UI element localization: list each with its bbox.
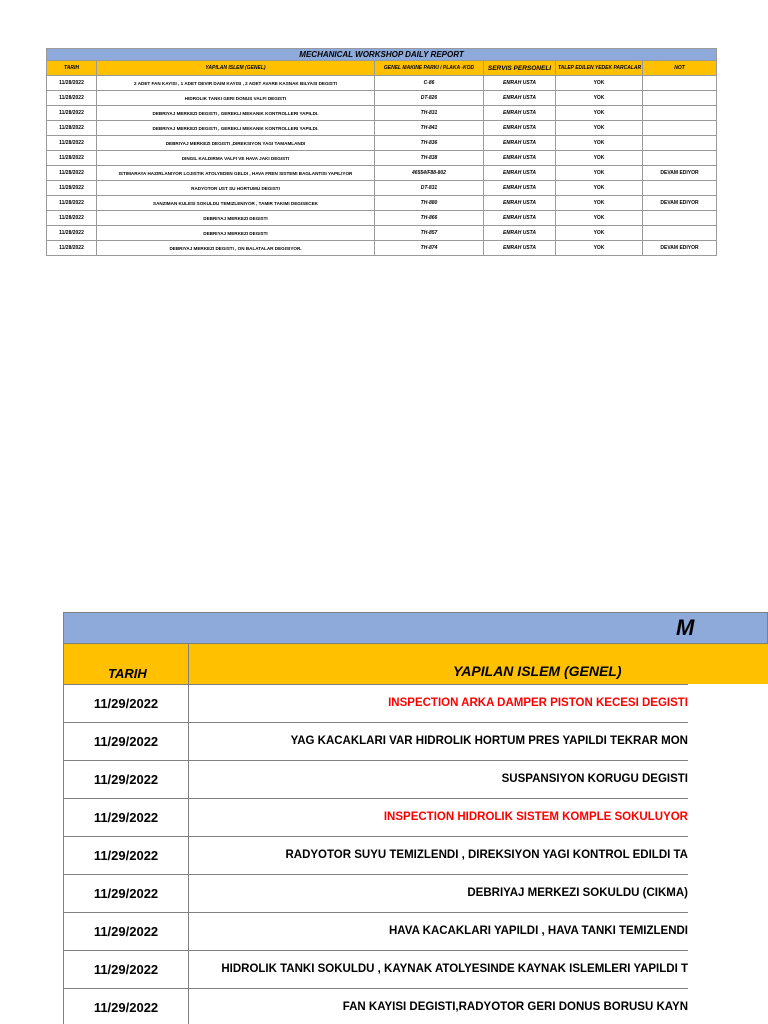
table-row [47,76,717,91]
table-row [47,181,717,196]
row-description: DEBRIYAJ MERKEZI DEGISTI ,DIREKSIYON YAGI TAMAMLANDI [97,136,375,151]
row-description: HIDROLIK TANKI GERI DONUS VALFI DEGISTI [97,91,375,106]
row-parts: YOK [556,241,643,256]
table-row [63,685,688,723]
row-staff: EMRAH USTA [484,241,556,256]
row-parts: YOK [556,136,643,151]
row-description: DEBRIYAJ MERKEZI DEGISTI [97,226,375,241]
row-date: 11/28/2022 [47,196,97,211]
table-row [63,875,688,913]
row-staff: EMRAH USTA [484,106,556,121]
row-parts: YOK [556,211,643,226]
row-description: DEBRIYAJ MERKEZI DEGISTI , GEREKLI MEKANIK KONTROLLERI YAPILDI. [97,121,375,136]
table-row [63,837,688,875]
row-description: 2 ADET FAN KAYISI , 1 ADET DEVIR DAIM KAYISI , 2 ADET AVARE KASNAK BILYASI DEGISTI [97,76,375,91]
row-note [643,76,717,91]
row-machine-code: TH-866 [375,211,484,226]
row-machine-code: C-86 [375,76,484,91]
table-row [47,136,717,151]
row-note: DEVAM EDIYOR [643,241,717,256]
row-note [643,181,717,196]
table-row [63,913,688,951]
row-machine-code: TH-831 [375,106,484,121]
row-note: DEVAM EDIYOR [643,196,717,211]
header-parca: TALEP EDILEN YEDEK PARCALAR [556,61,643,76]
table-row [63,761,688,799]
row-staff: EMRAH USTA [484,226,556,241]
row-note [643,91,717,106]
row-note [643,151,717,166]
table-row [47,196,717,211]
row-staff: EMRAH USTA [484,196,556,211]
row-date: 11/29/2022 [63,761,189,798]
report-2-header-row [63,644,768,684]
header-tarih: TARIH [47,61,97,76]
report-table-2 [63,612,768,1024]
report-title-row [47,49,717,61]
report-table-1 [46,48,717,256]
row-description: INSPECTION ARKA DAMPER PISTON KECESI DEGISTI [388,697,688,709]
row-staff: EMRAH USTA [484,181,556,196]
row-date: 11/28/2022 [47,106,97,121]
row-date: 11/29/2022 [63,951,189,988]
row-staff: EMRAH USTA [484,136,556,151]
row-description: DEBRIYAJ MERKEZI DEGISTI , ON BALATALAR DEGISIYOR. [97,241,375,256]
row-date: 11/28/2022 [47,121,97,136]
row-parts: YOK [556,226,643,241]
row-staff: EMRAH USTA [484,211,556,226]
report-1-body [47,76,717,256]
table-row [47,241,717,256]
table-row [47,121,717,136]
row-parts: YOK [556,181,643,196]
report-2-header-tarih-cell [63,644,189,684]
row-date: 11/29/2022 [63,723,189,760]
row-machine-code: TH-857 [375,226,484,241]
row-staff: EMRAH USTA [484,121,556,136]
table-row [63,989,688,1024]
table-row [63,799,688,837]
row-description: RADYOTOR UST SU HORTUMU DEGISTI [97,181,375,196]
row-description: SANZIMAN KULESI SOKULDU TEMIZLENIYOR , TAMIR TAKIMI DEGISECEK [97,196,375,211]
row-staff: EMRAH USTA [484,91,556,106]
row-description: DEBRIYAJ MERKEZI SOKULDU (CIKMA) [467,887,688,899]
table-row [63,723,688,761]
row-description: DEBRIYAJ MERKEZI DEGISTI [97,211,375,226]
row-description: YAG KACAKLARI VAR HIDROLIK HORTUM PRES YAPILDI TEKRAR MON [290,735,688,747]
table-row [47,151,717,166]
header-personel: SERVIS PERSONELI [484,61,556,76]
row-note [643,136,717,151]
header-islem: YAPILAN ISLEM (GENEL) [97,61,375,76]
table-row [47,106,717,121]
row-date: 11/29/2022 [63,913,189,950]
row-machine-code: DT-826 [375,91,484,106]
table-row [63,951,688,989]
row-staff: EMRAH USTA [484,151,556,166]
row-note: DEVAM EDIYOR [643,166,717,181]
report-2-header-islem: YAPILAN ISLEM (GENEL) [453,663,622,679]
row-machine-code: TH-838 [375,151,484,166]
row-date: 11/29/2022 [63,799,189,836]
row-description: FAN KAYISI DEGISTI,RADYOTOR GERI DONUS BORUSU KAYN [342,1001,688,1013]
header-makine: GENEL MAKINE PARKI / PLAKA -KOD [375,61,484,76]
report-title: MECHANICAL WORKSHOP DAILY REPORT [47,49,717,61]
row-date: 11/29/2022 [63,685,189,722]
row-description: HIDROLIK TANKI SOKULDU , KAYNAK ATOLYESINDE KAYNAK ISLEMLERI YAPILDI T [221,963,688,975]
report-2-title: M [676,615,695,640]
row-machine-code: TH-880 [375,196,484,211]
table-row [47,211,717,226]
row-note [643,121,717,136]
row-staff: EMRAH USTA [484,166,556,181]
row-date: 11/28/2022 [47,166,97,181]
row-description: INSPECTION HIDROLIK SISTEM KOMPLE SOKULUYOR [383,811,688,823]
row-description: ISTIMARAYA HAZIRLANIYOR LOJISTIK ATOLYEDEN GELDI , HAVA FREN SISTEMI BAGLANTISI YAPILIYOR [97,166,375,181]
header-not: NOT [643,61,717,76]
row-date: 11/28/2022 [47,211,97,226]
row-note [643,226,717,241]
report-2-title-bar [63,612,768,644]
row-date: 11/29/2022 [63,837,189,874]
row-description: RADYOTOR SUYU TEMIZLENDI , DIREKSIYON YAGI KONTROL EDILDI TA [285,849,688,861]
row-date: 11/29/2022 [63,875,189,912]
row-machine-code: TH-874 [375,241,484,256]
row-parts: YOK [556,121,643,136]
row-machine-code: DT-831 [375,181,484,196]
row-machine-code: TH-841 [375,121,484,136]
row-parts: YOK [556,76,643,91]
table-row [47,91,717,106]
row-parts: YOK [556,91,643,106]
row-parts: YOK [556,151,643,166]
report-2-header-tarih: TARIH [108,666,147,681]
row-note [643,211,717,226]
row-date: 11/28/2022 [47,241,97,256]
row-date: 11/28/2022 [47,91,97,106]
row-date: 11/28/2022 [47,181,97,196]
row-parts: YOK [556,106,643,121]
row-description: HAVA KACAKLARI YAPILDI , HAVA TANKI TEMIZLENDI [389,925,688,937]
row-parts: YOK [556,196,643,211]
row-date: 11/28/2022 [47,136,97,151]
row-machine-code: 46554/F88-802 [375,166,484,181]
row-parts: YOK [556,166,643,181]
row-description: DINGIL KALDIRMA VALFI VE HAVA JAKI DEGISTI [97,151,375,166]
row-machine-code: TH-836 [375,136,484,151]
row-note [643,106,717,121]
table-row [47,226,717,241]
table-row [47,166,717,181]
header-row [47,61,717,76]
row-staff: EMRAH USTA [484,76,556,91]
row-description: DEBRIYAJ MERKEZI DEGISTI , GEREKLI MEKANIK KONTROLLERI YAPILDI. [97,106,375,121]
row-date: 11/28/2022 [47,226,97,241]
row-date: 11/28/2022 [47,76,97,91]
row-date: 11/29/2022 [63,989,189,1024]
row-description: SUSPANSIYON KORUGU DEGISTI [501,773,688,785]
row-date: 11/28/2022 [47,151,97,166]
report-2-body [63,684,688,1024]
